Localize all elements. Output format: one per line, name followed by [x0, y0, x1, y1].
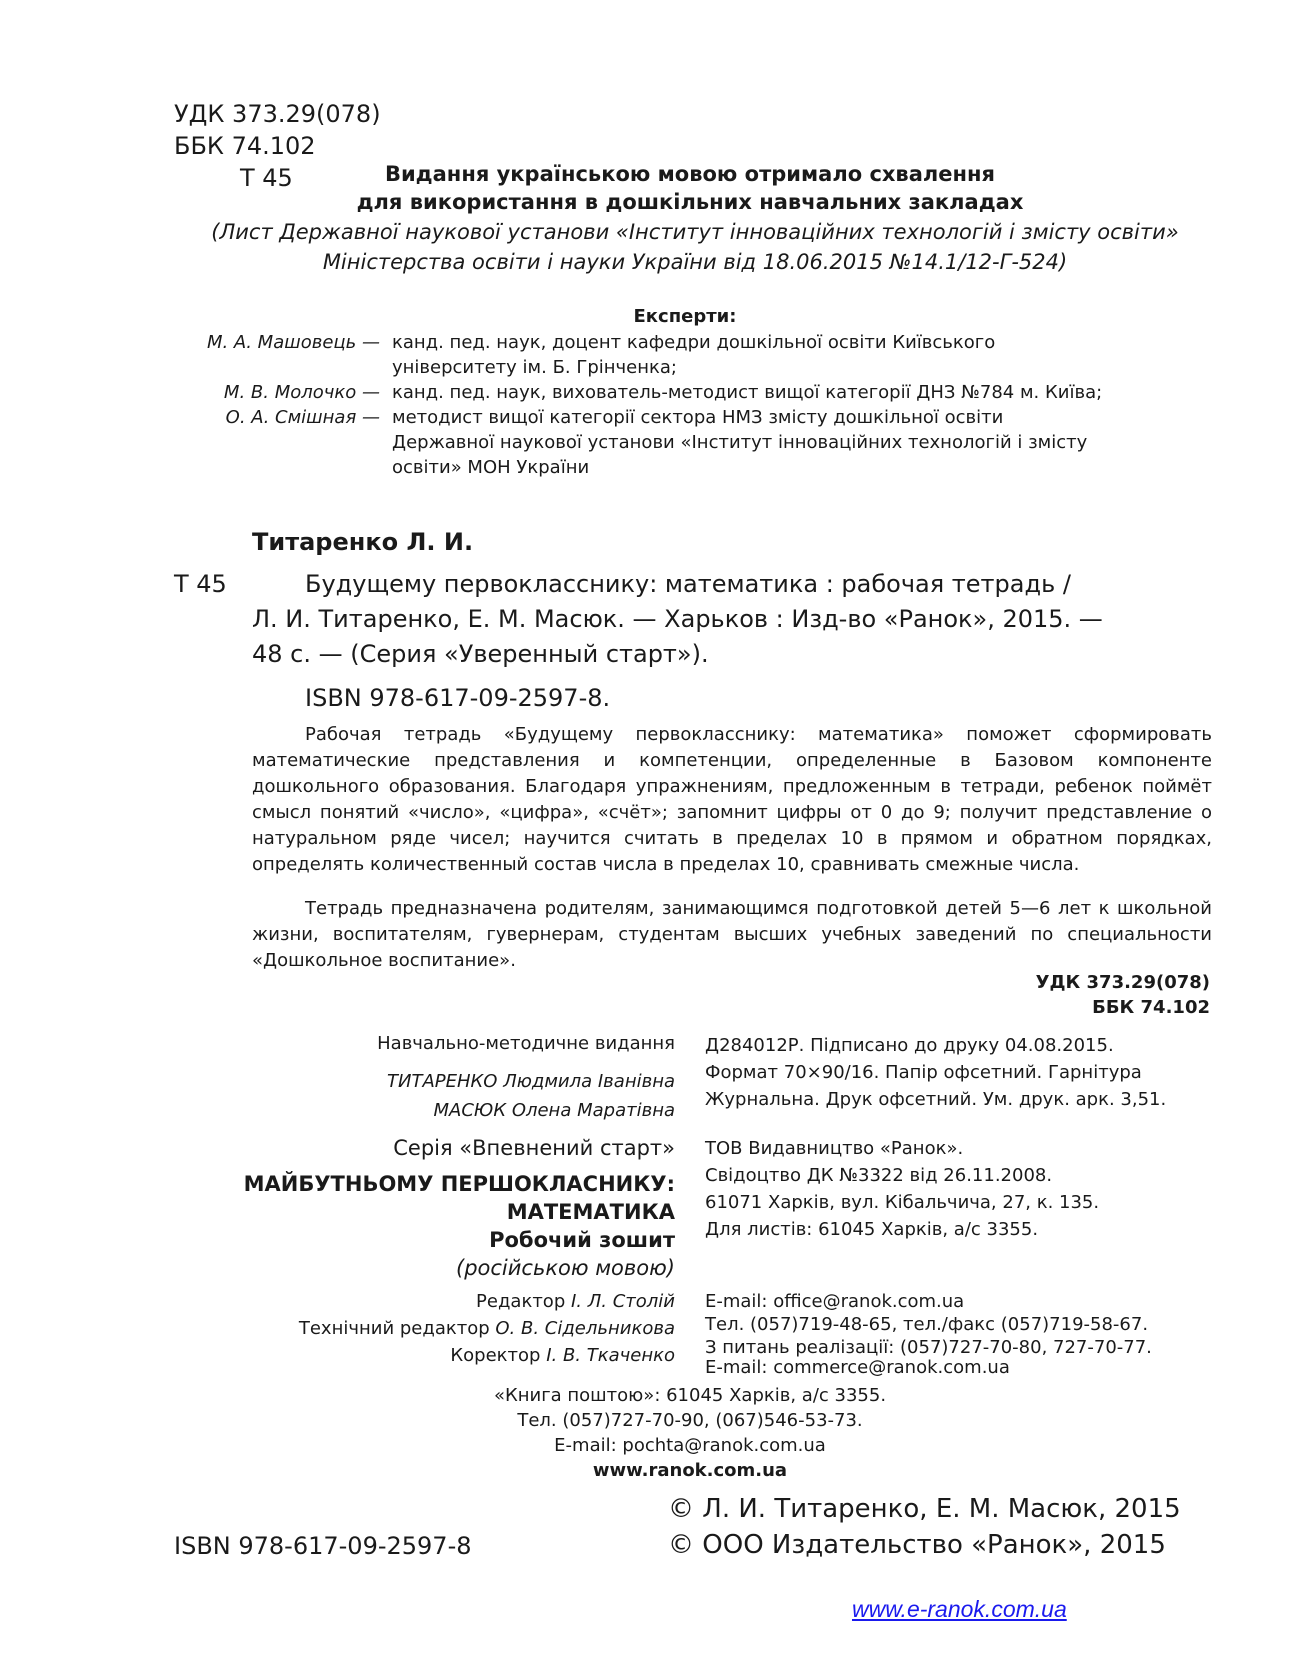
- expert-name: О. А. Смішная —: [225, 407, 380, 428]
- expert-desc: Державної наукової установи «Інститут інноваційних технологій і змісту: [392, 432, 1088, 453]
- approval-letter-2: Міністерства освіти і науки України від 18.06.2015 №14.1/12-Г-524): [322, 250, 1068, 274]
- imprint-series: Серія «Впевнений старт»: [393, 1136, 675, 1160]
- imprint-info: Для листів: 61045 Харків, а/с 3355.: [705, 1219, 1039, 1240]
- imprint-info: Свідоцтво ДК №3322 від 26.11.2008.: [705, 1165, 1053, 1186]
- imprint-info: Формат 70×90/16. Папір офсетний. Гарнітура: [705, 1062, 1142, 1083]
- book-code: Т 45: [174, 570, 227, 598]
- corrector-label: Коректор: [450, 1345, 541, 1366]
- expert-desc: методист вищої категорії сектора НМЗ змісту дошкільної освіти: [392, 407, 1004, 428]
- mail-email: E-mail: pochta@ranok.com.ua: [554, 1435, 826, 1456]
- imprint-info: ТОВ Видавництво «Ранок».: [705, 1138, 964, 1159]
- expert-desc: освіти» МОН України: [392, 457, 590, 478]
- imprint-tech-editor: [150, 1318, 675, 1339]
- approval-line-2: для використання в дошкільних навчальних закладах: [356, 190, 1024, 214]
- mail-phone: Тел. (057)727-70-90, (067)546-53-73.: [517, 1410, 863, 1431]
- mail-order: «Книга поштою»: 61045 Харків, а/с 3355.: [493, 1385, 887, 1406]
- book-isbn: ISBN 978-617-09-2597-8.: [305, 684, 611, 712]
- book-audience: Тетрадь предназначена родителям, занимающимся подготовкой детей 5—6 лет к школьной жизни, воспитателям, гувернерам, студентам высших учебных заведений по специальности «Дошкольное воспитание».: [252, 898, 1212, 971]
- imprint-info: Тел. (057)719-48-65, тел./факс (057)719-58-67.: [705, 1314, 1149, 1335]
- author-mark: Т 45: [240, 164, 293, 192]
- mail-website: www.ranok.com.ua: [592, 1460, 788, 1481]
- book-title-1: Будущему первокласснику: математика : рабочая тетрадь /: [305, 570, 1071, 598]
- imprint-corrector: [150, 1345, 675, 1366]
- expert-desc: університету ім. Б. Грінченка;: [392, 357, 677, 378]
- book-author: Титаренко Л. И.: [252, 528, 474, 556]
- corrector-name: І. В. Ткаченко: [546, 1345, 675, 1366]
- imprint-email-office: E-mail: office@ranok.com.ua: [705, 1291, 965, 1312]
- editor-name: І. Л. Столій: [570, 1291, 675, 1312]
- approval-letter-1: (Лист Державної наукової установи «Інститут інноваційних технологій і змісту освіти»: [211, 220, 1179, 244]
- website-link[interactable]: www.e-ranok.com.ua: [852, 1596, 1067, 1622]
- expert-desc: канд. пед. наук, доцент кафедри дошкільної освіти Київського: [392, 332, 996, 353]
- imprint-author-1: ТИТАРЕНКО Людмила Іванівна: [387, 1071, 675, 1092]
- expert-name: М. А. Машовець —: [206, 332, 380, 353]
- book-description: Рабочая тетрадь «Будущему первокласснику: математика» поможет сформировать математические представления и компетенции, определенные в Базовом компоненте дошкольного образования. Благодаря упражнениям, предложенным в тетради, ребенок поймёт смысл понятий «число», «цифра», «счёт»; запомнит цифры от 0 до 9; получит представление о натуральном ряде чисел; научится считать в пределах 10 в прямом и обратном порядках, определять количественный состав числа в пределах 10, сравнивать смежные числа.: [252, 724, 1212, 875]
- imprint-title-2: МАТЕМАТИКА: [506, 1200, 675, 1224]
- copyright-authors: © Л. И. Титаренко, Е. М. Масюк, 2015: [668, 1494, 1181, 1524]
- experts-heading: Експерти:: [633, 306, 737, 327]
- udk-code: УДК 373.29(078): [174, 100, 381, 128]
- tech-editor-label: Технічний редактор: [298, 1318, 490, 1339]
- imprint-info: Журнальна. Друк офсетний. Ум. друк. арк. 3,51.: [705, 1089, 1167, 1110]
- tech-editor-name: О. В. Сідельникова: [495, 1318, 675, 1339]
- book-title-3: 48 с. — (Серия «Уверенный старт»).: [252, 640, 709, 668]
- book-udk: УДК 373.29(078): [1035, 972, 1210, 993]
- footer-isbn: ISBN 978-617-09-2597-8: [174, 1532, 472, 1560]
- editor-label: Редактор: [476, 1291, 566, 1312]
- imprint-language: (російською мовою): [456, 1256, 675, 1280]
- imprint-info: З питань реалізації: (057)727-70-80, 727-70-77.: [705, 1337, 1152, 1358]
- expert-desc: канд. пед. наук, вихователь-методист вищої категорії ДНЗ №784 м. Київа;: [392, 382, 1103, 403]
- imprint-type: Навчально-методичне видання: [377, 1033, 675, 1054]
- book-title-2: Л. И. Титаренко, Е. М. Масюк. — Харьков : Изд-во «Ранок», 2015. —: [252, 605, 1103, 633]
- approval-line-1: Видання українською мовою отримало схвалення: [384, 162, 996, 186]
- bbk-code: ББК 74.102: [174, 132, 316, 160]
- imprint-info: Д284012Р. Підписано до друку 04.08.2015.: [705, 1035, 1114, 1056]
- imprint-subtitle: Робочий зошит: [489, 1228, 675, 1252]
- expert-name: М. В. Молочко —: [223, 382, 380, 403]
- imprint-email-commerce: E-mail: commerce@ranok.com.ua: [705, 1357, 1010, 1378]
- imprint-title-1: МАЙБУТНЬОМУ ПЕРШОКЛАСНИКУ:: [243, 1172, 675, 1196]
- imprint-info: 61071 Харків, вул. Кібальчича, 27, к. 135.: [705, 1192, 1100, 1213]
- imprint-author-2: МАСЮК Олена Маратівна: [433, 1100, 675, 1121]
- copyright-publisher: © ООО Издательство «Ранок», 2015: [668, 1530, 1166, 1560]
- book-bbk: ББК 74.102: [1092, 997, 1210, 1018]
- imprint-editor: [150, 1291, 675, 1312]
